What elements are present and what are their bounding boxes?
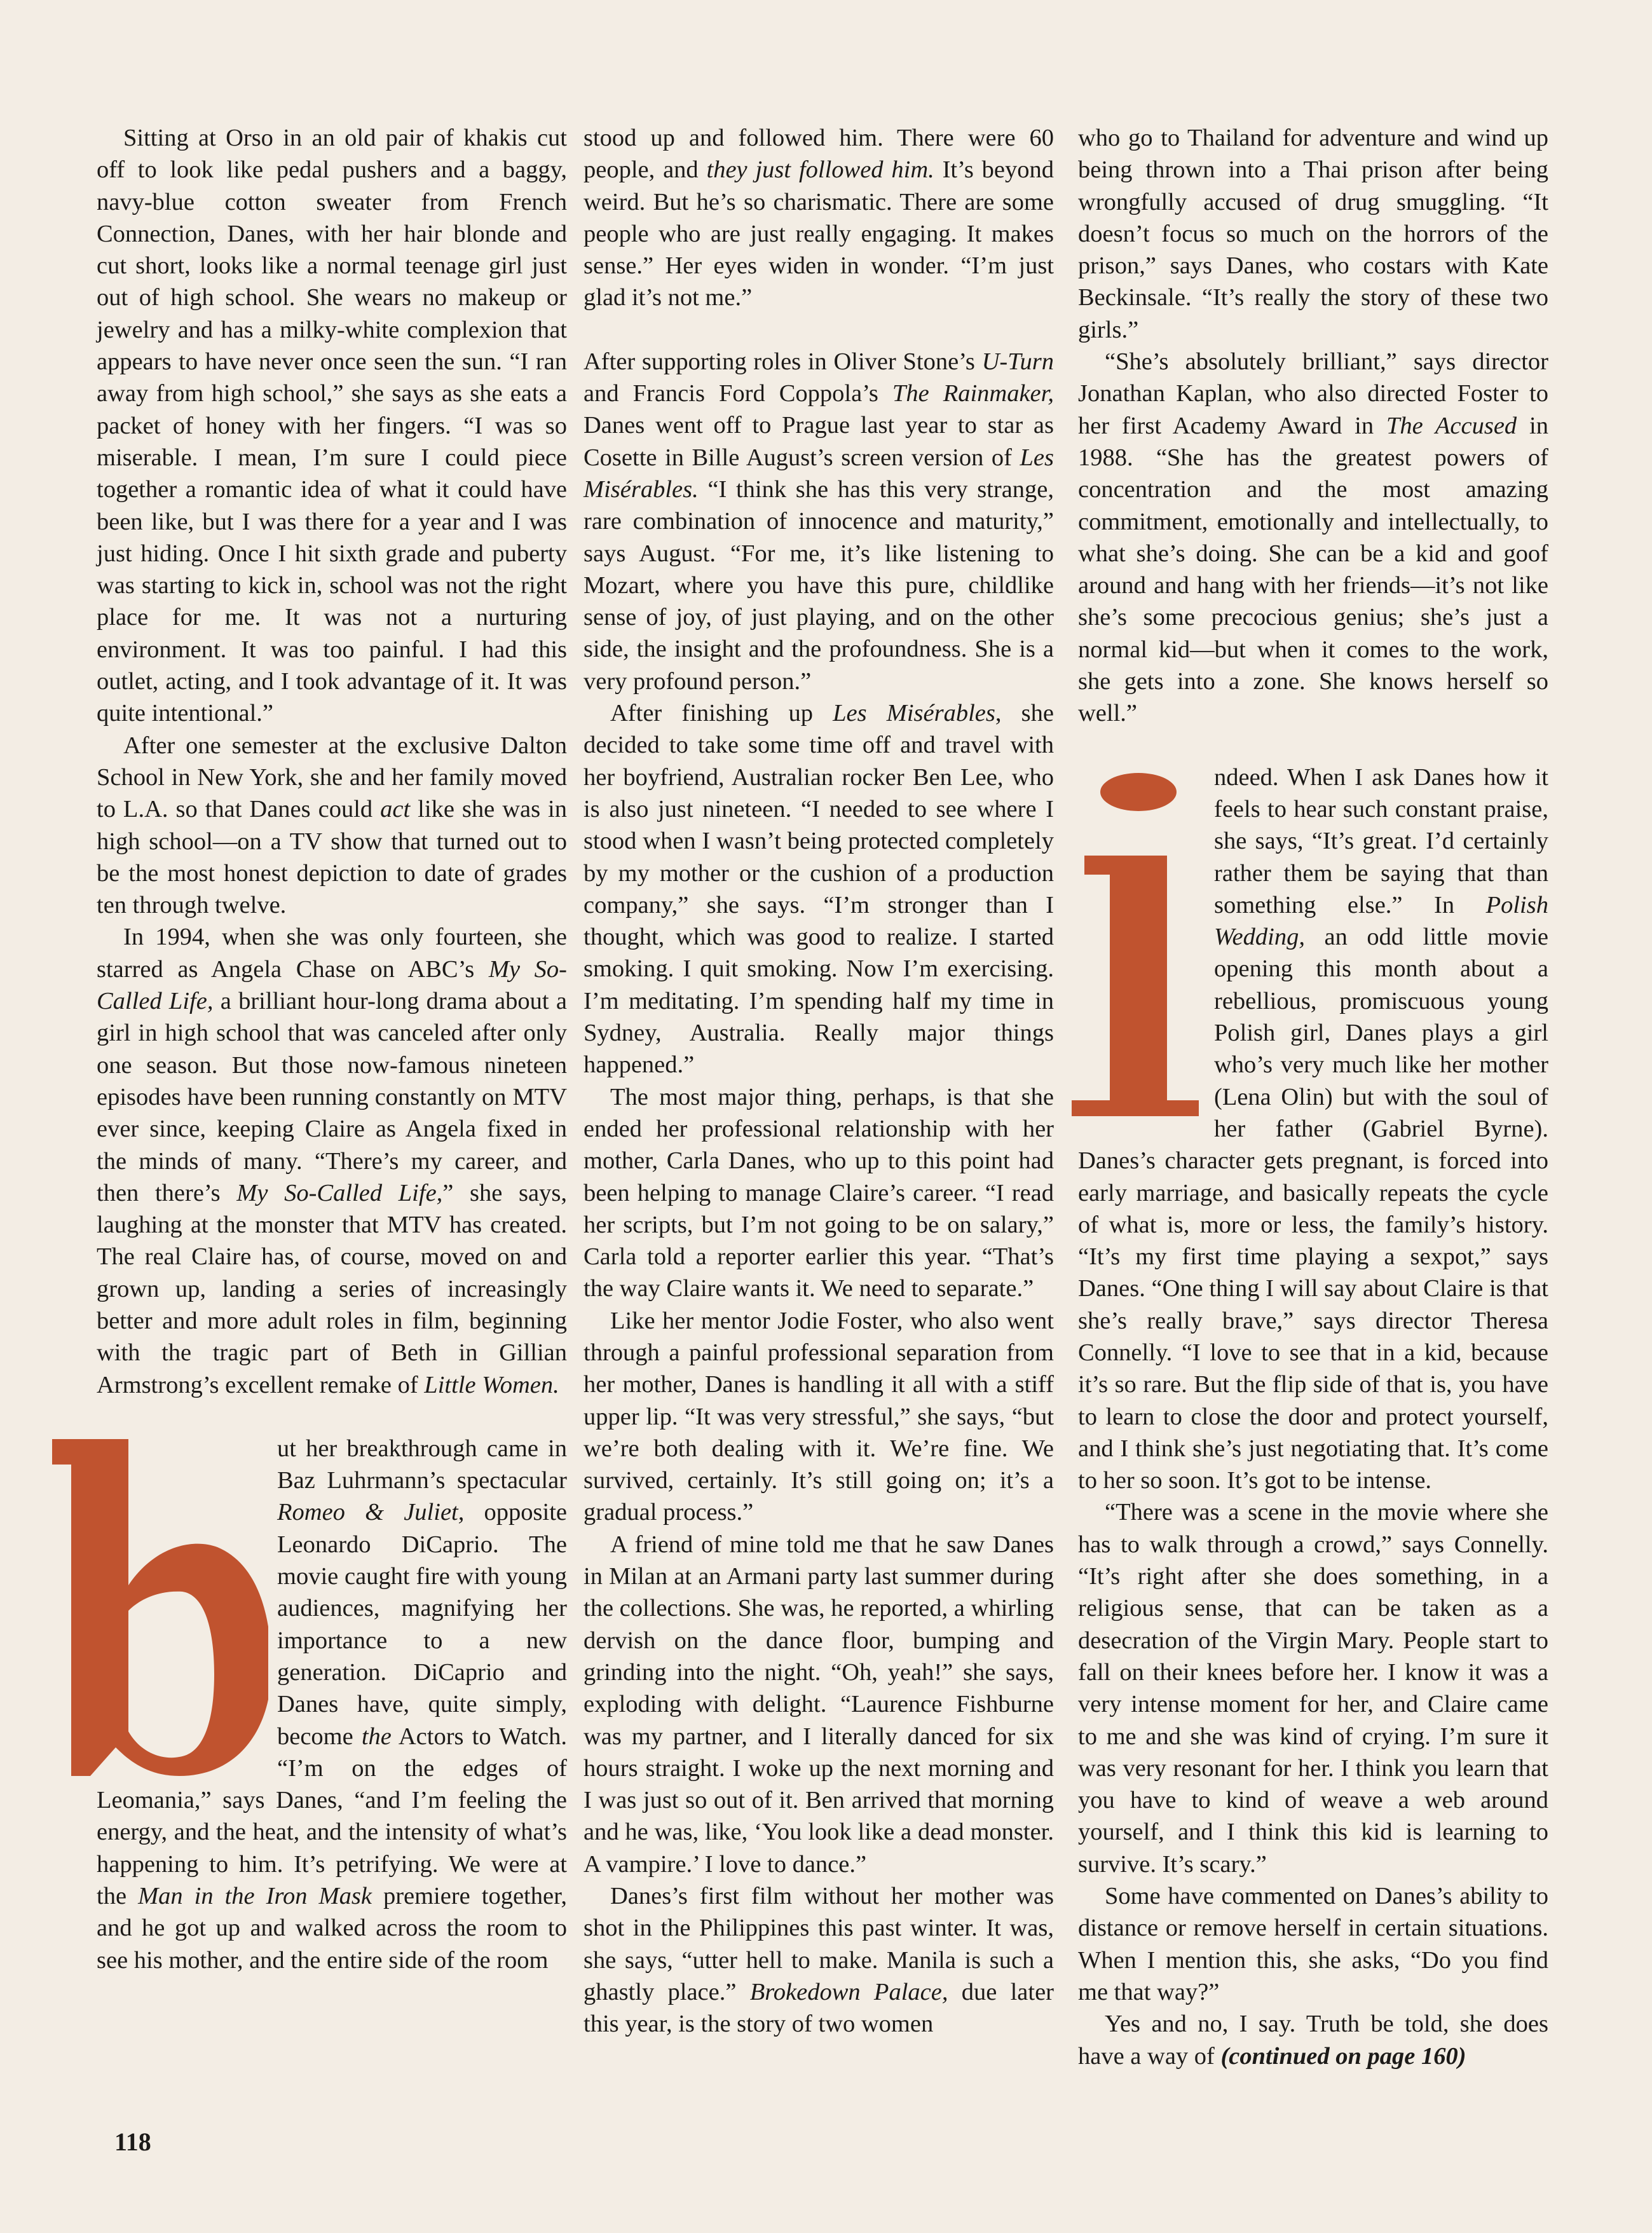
page-number: 118 [114,2127,151,2156]
paragraph: Like her mentor Jodie Foster, who also went through a painful professional separation from her mother, Danes is handling it all with a stiff upper lip. “It was very stressful,” she says, “but we’re both dealing with it. We’re fine. We survived, certainly. It’s still going on; it’s a gradual process.” [584,1307,1054,1526]
paragraph: Sitting at Orso in an old pair of khakis cut off to look like pedal pushers and a baggy, navy-blue cotton sweater from French Connection, Danes, with her hair blonde and cut short, looks like a normal teenage girl just out of high school. She wears no makeup or jewelry and has a milky-white complexion that appears to have never once seen the sun. “I ran away from high school,” she says as she eats a packet of honey with her fingers. “I was so miserable. I mean, I’m sure I could piece together a romantic idea of what it could have been like, but I was there for a year and I was just hiding. Once I hit sixth grade and puberty was starting to kick in, school was not the right place for me. It was not a nurturing environment. It was too painful. I had this outlet, acting, and I took advantage of it. It was quite intentional.” [97,125,567,727]
dropcap-i [1072,773,1199,1116]
dropcap-b [52,1439,268,1776]
paragraph: “She’s absolutely brilliant,” says director Jonathan Kaplan, who also directed Foster to her first Academy Award in The Accused in 1988. “She has the greatest powers of concentration and the most amazing commitment, emotionally and intellectually, to what she’s doing. She can be a kid and goof around and hang with her friends—it’s not like she’s some precocious genius; she’s just a normal kid—but when it comes to the work, she gets into a zone. She knows herself so well.” [1078,348,1549,727]
paragraph: In 1994, when she was only fourteen, she starred as Angela Chase on ABC’s My So-Called Life, a brilliant hour-long drama about a girl in high school that was canceled after only one season. But those now-famous nineteen episodes have been running constantly on MTV ever since, keeping Claire as Angela fixed in the minds of many. “There’s my career, and then there’s My So-Called Life,” she says, laughing at the monster that MTV has created. The real Claire has, of course, moved on and grown up, landing a series of increasingly better and more adult roles in film, beginning with the tragic part of Beth in Gillian Armstrong’s excellent remake of Little Women. [97,924,567,1398]
paragraph: The most major thing, perhaps, is that she ended her professional relationship with her mother, Carla Danes, who up to this point had been helping to manage Claire’s career. “I read her scripts, but I’m not going to be on salary,” Carla told a reporter earlier this year. “That’s the way Claire wants it. We need to separate.” [584,1083,1054,1302]
paragraph-with-dropcap: ndeed. When I ask Danes how it feels to hear such constant praise, she says, “It’s great. I’d certainly rather them be saying that than something else.” In Polish Wedding, an odd little movie opening this month about a rebellious, promiscuous young Polish girl, Danes plays a girl who’s very much like her mother (Lena Olin) but with the soul of her father (Gabriel Byrne). Danes’s character gets pregnant, is forced into early marriage, and basically repeats the cycle of what is, more or less, the family’s history. “It’s my first time playing a sexpot,” says Danes. “One thing I will say about Claire is that she’s really brave,” says director Theresa Connelly. “I love to see that in a kid, because it’s so rare. But the flip side of that is, you have to learn to close the door and protect yourself, and I think she’s just negotiating that. It’s come to her so soon. It’s got to be intense. [1078,761,1548,1497]
paragraph: Some have commented on Danes’s ability to distance or remove herself in certain situations. When I mention this, she asks, “Do you find me that way?” [1078,1883,1548,2005]
paragraph: who go to Thailand for adventure and wind up being thrown into a Thai prison after being wrongfully accused of drug smuggling. “It doesn’t focus so much on the horrors of the prison,” says Danes, who costars with Kate Beckinsale. “It’s really the story of these two girls.” [1078,125,1548,343]
paragraph: Yes and no, I say. Truth be told, she does have a way of (continued on page 160) [1078,2011,1548,2070]
paragraph: A friend of mine told me that he saw Danes in Milan at an Armani party last summer during the collections. She was, he reported, a whirling dervish on the dance floor, bumping and grinding into the night. “Oh, yeah!” she says, exploding with delight. “Laurence Fishburne was my partner, and I literally danced for six hours straight. I woke up the next morning and I was just so out of it. Ben arrived that morning and he was, like, ‘You look like a dead monster. A vampire.’ I love to dance.” [584,1531,1054,1878]
column-2 [584,122,1054,2040]
paragraph: After one semester at the exclusive Dalton School in New York, she and her family moved to L.A. so that Danes could act like she was in high school—on a TV show that turned out to be the most honest depiction to date of grades ten through twelve. [97,732,567,919]
paragraph: stood up and followed him. There were 60 people, and they just followed him. It’s beyond weird. But he’s so charismatic. There are some people who are just really engaging. It makes sense.” Her eyes widen in wonder. “I’m just glad it’s not me.” [584,125,1054,311]
paragraph-with-dropcap: ut her breakthrough came in Baz Luhrmann’s spectacular Romeo & Juliet, opposite Leonardo DiCaprio. The movie caught fire with young audiences, magnifying her importance to a new generation. DiCaprio and Danes have, quite simply, become the Actors to Watch. “I’m on the edges of Leomania,” says Danes, “and I’m feeling the energy, and the heat, and the intensity of what’s happening to him. It’s petrifying. We were at the Man in the Iron Mask premiere together, and he got up and walked across the room to see his mother, and the entire side of the room [97,1433,567,1976]
column-3 [1078,122,1548,2072]
paragraph: After supporting roles in Oliver Stone’s U-Turn and Francis Ford Coppola’s The Rainmaker, Danes went off to Prague last year to star as Cosette in Bille August’s screen version of Les Misérables. “I think she has this very strange, rare combination of innocence and maturity,” says August. “For me, it’s like listening to Mozart, where you have this pure, childlike sense of joy, of just playing, and on the other side, the insight and the profoundness. She is a very profound person.” [584,348,1054,695]
continued-note: (continued on page 160) [1220,2042,1466,2070]
paragraph: “There was a scene in the movie where she has to walk through a crowd,” says Connelly. “It’s right after she does something, in a religious sense, that can be taken as a desecration of the Virgin Mary. People start to fall on their knees before her. I know it was a very intense moment for her, and Claire came to me and she was kind of crying. I’m sure it was very resonant for her. I think you learn that you have to kind of weave a web around yourself, and I think this kid is learning to survive. It’s scary.” [1078,1499,1548,1878]
column-1 [97,122,567,1976]
paragraph: Danes’s first film without her mother was shot in the Philippines this past winter. It was, she says, “utter hell to make. Manila is such a ghastly place.” Brokedown Palace, due later this year, is the story of two women [584,1883,1055,2038]
paragraph: After finishing up Les Misérables, she decided to take some time off and travel with her boyfriend, Australian rocker Ben Lee, who is also just nineteen. “I needed to see where I stood when I wasn’t being protected completely by my mother or the cushion of a production company,” she says. “I’m stronger than I thought, which was good to realize. I started smoking. I quit smoking. Now I’m exercising. I’m meditating. I’m spending half my time in Sydney, Australia. Really major things happened.” [584,700,1055,1079]
